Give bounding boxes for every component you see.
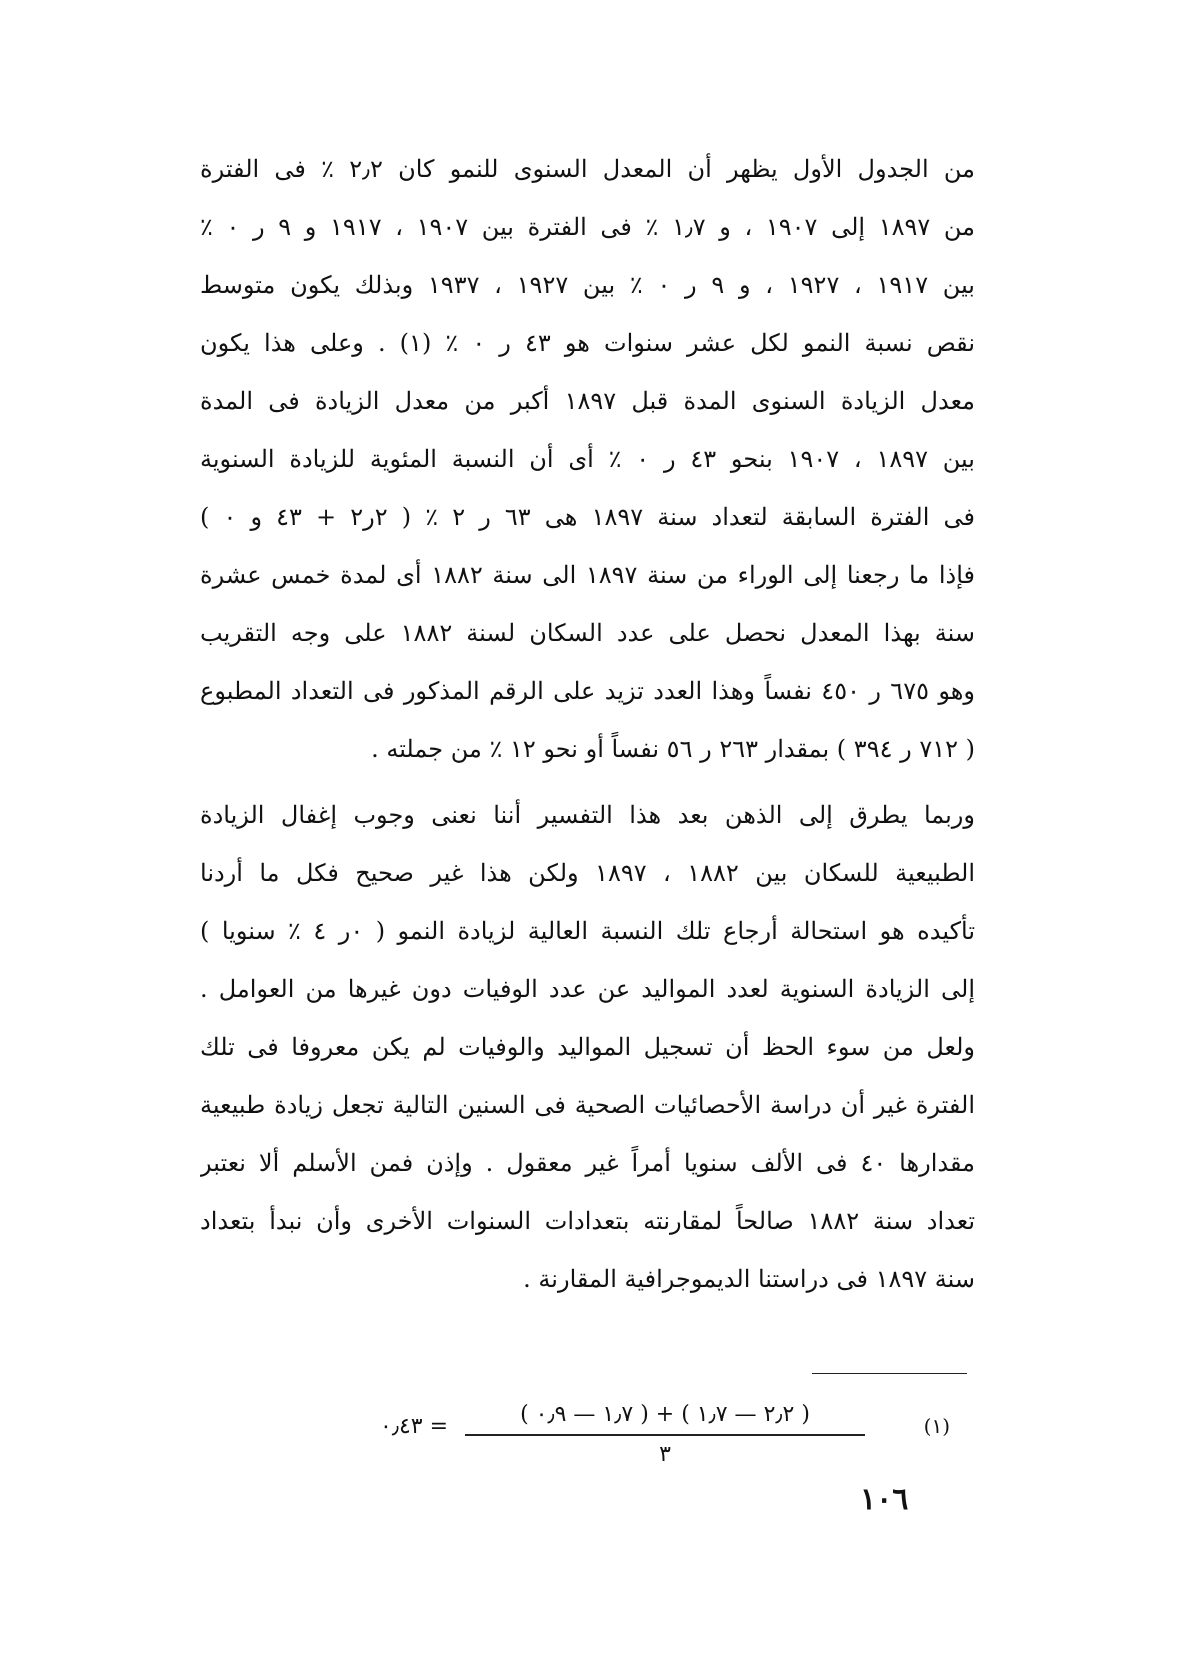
text-line: سنة بهذا المعدل نحصل على عدد السكان لسنة ١٨٨٢ على وجه التقريب — [200, 619, 975, 647]
text-line: وربما يطرق إلى الذهن بعد هذا التفسير أننا نعنى وجوب إغفال الزيادة — [200, 801, 975, 829]
text-line: الفترة غير أن دراسة الأحصائيات الصحية فى السنين التالية تجعل زيادة طبيعية — [200, 1091, 975, 1119]
footnote — [380, 1398, 950, 1478]
text-line: مقدارها ٤٠ فى الألف سنويا أمراً غير معقول . وإذن فمن الأسلم ألا نعتبر — [200, 1149, 975, 1177]
fraction-bar — [465, 1434, 865, 1436]
footnote-divider — [812, 1373, 967, 1374]
footnote-fraction — [465, 1398, 865, 1472]
text-line: نقص نسبة النمو لكل عشر سنوات هو ٤٣ ر ٠ ٪ (١) . وعلى هذا يكون — [200, 329, 975, 357]
text-line: بين ١٩١٧ ، ١٩٢٧ ، و ٩ ر ٠ ٪ بين ١٩٢٧ ، ١٩٣٧ وبذلك يكون متوسط — [200, 271, 975, 299]
fraction-numerator: ( ٢٫٢ — ١٫٧ ) + ( ١٫٧ — ٠٫٩ ) — [520, 1402, 810, 1427]
text-line: سنة ١٨٩٧ فى دراستنا الديموجرافية المقارنة . — [523, 1265, 975, 1293]
body-text — [200, 140, 975, 1308]
text-line: من ١٨٩٧ إلى ١٩٠٧ ، و ١٫٧ ٪ فى الفترة بين ١٩٠٧ ، ١٩١٧ و ٩ ر ٠ ٪ — [200, 213, 975, 241]
text-line: معدل الزيادة السنوى المدة قبل ١٨٩٧ أكبر من معدل الزيادة فى المدة — [200, 387, 975, 415]
text-line: إلى الزيادة السنوية لعدد المواليد عن عدد الوفيات دون غيرها من العوامل . — [200, 975, 975, 1003]
text-line: بين ١٨٩٧ ، ١٩٠٧ بنحو ٤٣ ر ٠ ٪ أى أن النسبة المئوية للزيادة السنوية — [200, 445, 975, 473]
text-line: تعداد سنة ١٨٨٢ صالحاً لمقارنته بتعدادات السنوات الأخرى وأن نبدأ بتعداد — [200, 1207, 975, 1235]
text-line: فى الفترة السابقة لتعداد سنة ١٨٩٧ هى ٦٣ ر ٢ ٪ ( ٢ر٢ + ٤٣ و ٠ ) — [200, 503, 975, 531]
footnote-result: = ٠٫٤٣ — [380, 1414, 449, 1439]
page-number: ١٠٦ — [860, 1482, 909, 1517]
text-line: فإذا ما رجعنا إلى الوراء من سنة ١٨٩٧ الى سنة ١٨٨٢ أى لمدة خمس عشرة — [200, 561, 975, 589]
fraction-denominator: ٣ — [659, 1442, 671, 1467]
text-line: الطبيعية للسكان بين ١٨٨٢ ، ١٨٩٧ ولكن هذا غير صحيح فكل ما أردنا — [200, 859, 975, 887]
footnote-marker: (١) — [923, 1414, 950, 1438]
text-line: من الجدول الأول يظهر أن المعدل السنوى للنمو كان ٢٫٢ ٪ فى الفترة — [200, 155, 975, 183]
text-line: وهو ٦٧٥ ر ٤٥٠ نفساً وهذا العدد تزيد على الرقم المذكور فى التعداد المطبوع — [200, 677, 975, 705]
text-line: تأكيده هو استحالة أرجاع تلك النسبة العالية لزيادة النمو ( ٠ر ٤ ٪ سنويا ) — [200, 917, 975, 945]
text-line: ولعل من سوء الحظ أن تسجيل المواليد والوفيات لم يكن معروفا فى تلك — [200, 1033, 975, 1061]
text-line: ( ٧١٢ ر ٣٩٤ ) بمقدار ٢٦٣ ر ٥٦ نفساً أو نحو ١٢ ٪ من جملته . — [371, 735, 975, 763]
